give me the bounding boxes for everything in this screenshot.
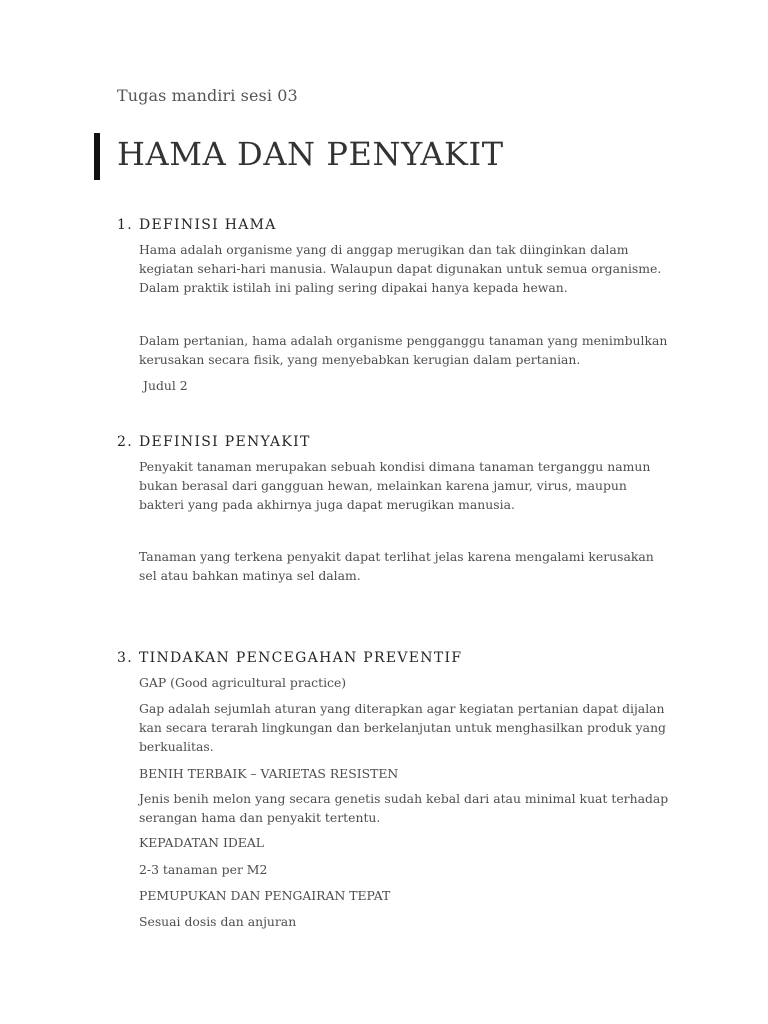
section-number: 2. bbox=[117, 434, 133, 450]
text-line: bakteri yang pada akhirnya juga dapat merugikan manusia. bbox=[139, 497, 515, 512]
kepadatan-text: 2-3 tanaman per M2 bbox=[139, 862, 268, 877]
pemupukan-text: Sesuai dosis dan anjuran bbox=[139, 914, 297, 929]
text-line: Jenis benih melon yang secara genetis sudah kebal dari atau minimal kuat terhadap bbox=[139, 791, 669, 806]
section-number: 1. bbox=[117, 217, 133, 233]
section-heading-text: DEFINISI HAMA bbox=[139, 217, 277, 233]
section-1-paragraph-1 bbox=[139, 240, 662, 297]
gap-title: GAP (Good agricultural practice) bbox=[139, 675, 347, 690]
text-line: serangan hama dan penyakit tertentu. bbox=[139, 810, 381, 825]
text-line: Gap adalah sejumlah aturan yang diterapkan agar kegiatan pertanian dapat dijalan bbox=[139, 701, 665, 716]
section-2-paragraph-2 bbox=[139, 547, 659, 585]
document-subtitle: Tugas mandiri sesi 03 bbox=[117, 86, 298, 105]
section-1-note: Judul 2 bbox=[143, 378, 188, 393]
section-1-paragraph-2 bbox=[139, 331, 668, 369]
text-line: kegiatan sehari-hari manusia. Walaupun dapat digunakan untuk semua organisme. bbox=[139, 261, 662, 276]
text-line: Penyakit tanaman merupakan sebuah kondisi dimana tanaman terganggu namun bbox=[139, 459, 651, 474]
section-1-heading bbox=[117, 216, 277, 234]
text-line: bukan berasal dari gangguan hewan, melainkan karena jamur, virus, maupun bbox=[139, 478, 627, 493]
title-accent-bar bbox=[94, 133, 100, 180]
text-line: kerusakan secara fisik, yang menyebabkan kerugian dalam pertanian. bbox=[139, 352, 581, 367]
section-3-heading bbox=[117, 649, 462, 667]
kepadatan-title: KEPADATAN IDEAL bbox=[139, 835, 265, 850]
benih-paragraph bbox=[139, 789, 669, 827]
text-line: kan secara terarah lingkungan dan berkelanjutan untuk menghasilkan produk yang bbox=[139, 720, 666, 735]
text-line: Hama adalah organisme yang di anggap merugikan dan tak diinginkan dalam bbox=[139, 242, 629, 257]
text-line: berkualitas. bbox=[139, 739, 214, 754]
section-heading-text: DEFINISI PENYAKIT bbox=[139, 434, 311, 450]
gap-paragraph bbox=[139, 699, 666, 756]
pemupukan-title: PEMUPUKAN DAN PENGAIRAN TEPAT bbox=[139, 888, 391, 903]
text-line: Dalam praktik istilah ini paling sering dipakai hanya kepada hewan. bbox=[139, 280, 568, 295]
text-line: sel atau bahkan matinya sel dalam. bbox=[139, 568, 361, 583]
section-heading-text: TINDAKAN PENCEGAHAN PREVENTIF bbox=[139, 650, 463, 666]
section-2-paragraph-1 bbox=[139, 457, 659, 514]
text-line: Tanaman yang terkena penyakit dapat terlihat jelas karena mengalami kerusakan bbox=[139, 549, 654, 564]
section-number: 3. bbox=[117, 650, 133, 666]
document-title: HAMA DAN PENYAKIT bbox=[117, 135, 504, 173]
text-line: Dalam pertanian, hama adalah organisme pengganggu tanaman yang menimbulkan bbox=[139, 333, 668, 348]
section-2-heading bbox=[117, 433, 311, 451]
benih-title: BENIH TERBAIK – VARIETAS RESISTEN bbox=[139, 766, 399, 781]
